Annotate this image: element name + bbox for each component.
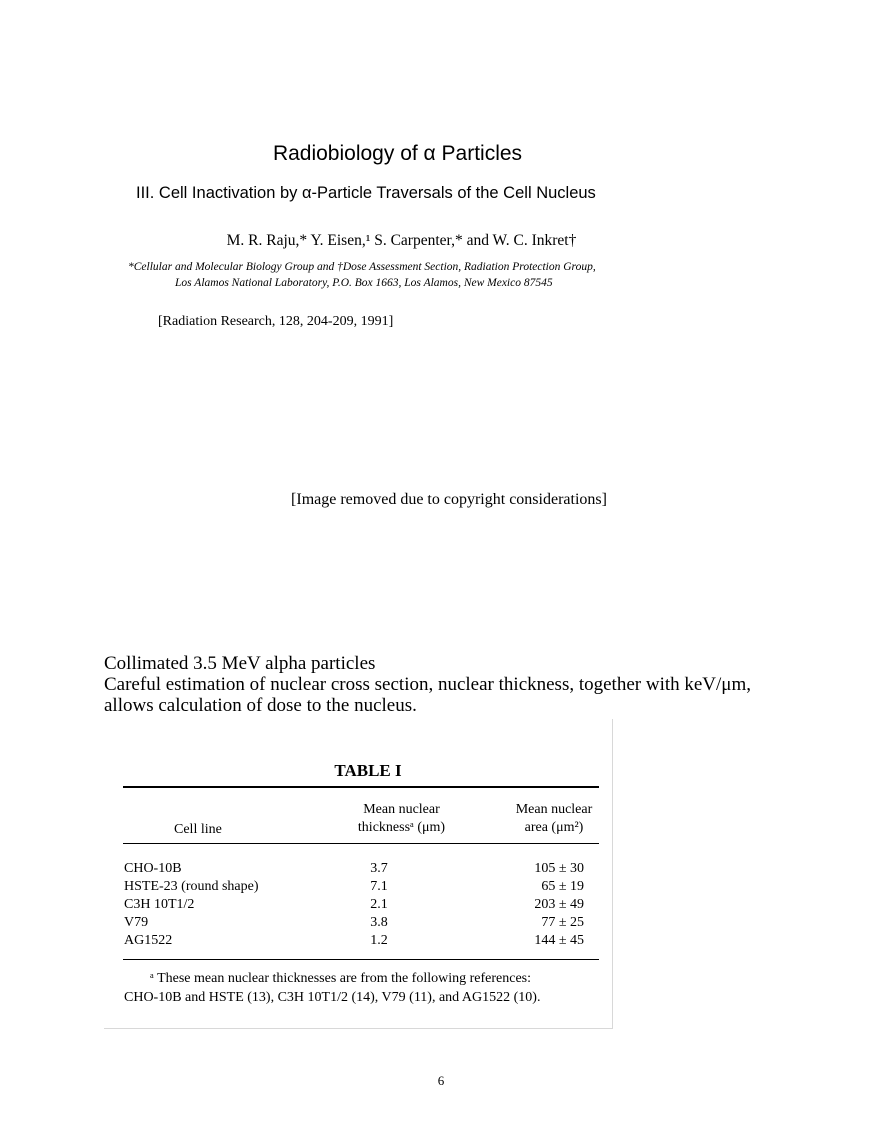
header-area-line-1: Mean nuclear xyxy=(515,802,593,817)
cell-line: V79 xyxy=(124,915,149,930)
thickness-value: 2.1 xyxy=(370,897,388,912)
table-row xyxy=(104,861,612,880)
image-removed-notice: [Image removed due to copyright considerations] xyxy=(291,491,607,508)
body-line-1: Collimated 3.5 MeV alpha particles xyxy=(104,653,376,674)
cell-line: HSTE-23 (round shape) xyxy=(124,879,259,894)
thickness-value: 3.7 xyxy=(370,861,388,876)
table-scan-image xyxy=(104,719,613,1029)
header-thickness-line-1: Mean nuclear xyxy=(363,802,440,817)
thickness-value: 7.1 xyxy=(370,879,388,894)
cell-line: CHO-10B xyxy=(124,861,182,876)
thickness-value: 1.2 xyxy=(370,933,388,948)
authors: M. R. Raju,* Y. Eisen,¹ S. Carpenter,* and W. C. Inkret† xyxy=(226,232,577,249)
header-area-line-2: area (μm²) xyxy=(524,820,584,835)
header-thickness-line-2: thicknessᵃ (μm) xyxy=(357,820,446,835)
affiliation-line-1: *Cellular and Molecular Biology Group and †Dose Assessment Section, Radiation Protection Group, xyxy=(128,261,596,273)
area-value: 105 ± 30 xyxy=(534,861,584,876)
header-area xyxy=(504,801,604,837)
table-bottom-rule xyxy=(123,959,599,960)
area-value: 65 ± 19 xyxy=(541,879,584,894)
header-scan-image xyxy=(104,104,679,311)
table-row xyxy=(104,897,612,916)
footnote-line-1: ᵃ These mean nuclear thicknesses are from the following references: xyxy=(150,971,532,986)
body-line-2: Careful estimation of nuclear cross section, nuclear thickness, together with keV/μm, allows calculation of dose to the nucleus. xyxy=(104,674,752,716)
table-title: TABLE I xyxy=(334,761,402,780)
footnote-line-2: CHO-10B and HSTE (13), C3H 10T1/2 (14), V79 (11), and AG1522 (10). xyxy=(124,990,541,1005)
table-footnote xyxy=(124,969,604,1007)
cell-line: C3H 10T1/2 xyxy=(124,897,195,912)
area-value: 144 ± 45 xyxy=(534,933,584,948)
table-row xyxy=(104,915,612,934)
paper-title: Radiobiology of α Particles xyxy=(272,142,523,165)
table-row xyxy=(104,933,612,952)
body-text xyxy=(104,653,784,716)
table-row xyxy=(104,879,612,898)
citation: [Radiation Research, 128, 204-209, 1991] xyxy=(158,314,394,329)
area-value: 203 ± 49 xyxy=(534,897,584,912)
paper-subtitle: III. Cell Inactivation by α-Particle Traversals of the Cell Nucleus xyxy=(136,184,596,202)
table-top-rule xyxy=(123,786,599,788)
header-thickness xyxy=(329,801,474,837)
page-number: 6 xyxy=(437,1073,445,1088)
table-header-rule xyxy=(123,843,599,844)
area-value: 77 ± 25 xyxy=(541,915,584,930)
header-cell-line: Cell line xyxy=(174,822,222,837)
affiliation-line-2: Los Alamos National Laboratory, P.O. Box 1663, Los Alamos, New Mexico 87545 xyxy=(175,277,553,289)
cell-line: AG1522 xyxy=(124,933,173,948)
thickness-value: 3.8 xyxy=(370,915,388,930)
